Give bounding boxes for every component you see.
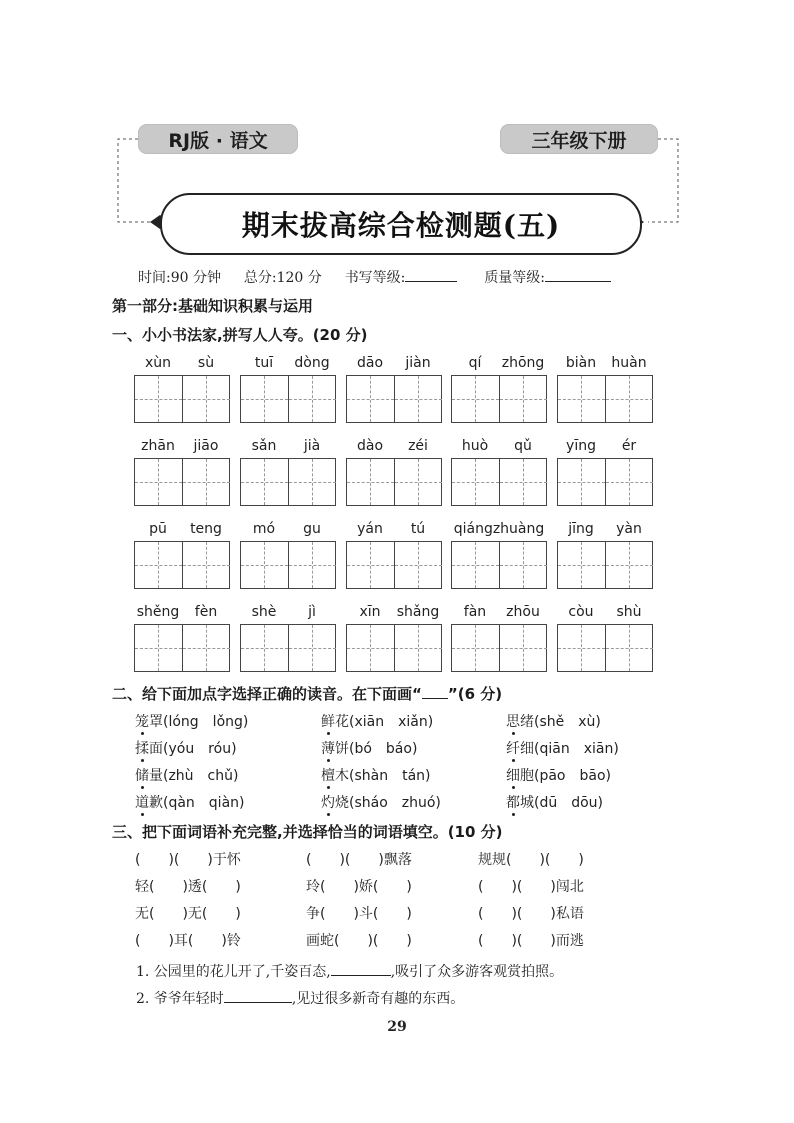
- grid-cell[interactable]: [241, 459, 289, 505]
- pinyin-label: jì: [308, 604, 316, 620]
- idiom-fill-item[interactable]: 规规( )( ): [478, 852, 584, 868]
- idiom-fill-item[interactable]: 无( )无( ): [135, 906, 241, 922]
- pronunciation-item[interactable]: [135, 765, 238, 785]
- grid-cell[interactable]: [558, 625, 606, 671]
- grid-cell[interactable]: [452, 542, 500, 588]
- pronunciation-options: (bó báo): [349, 741, 418, 757]
- idiom-fill-item[interactable]: 争( )斗( ): [306, 906, 412, 922]
- pinyin-label: còu: [568, 604, 594, 620]
- header-frame-lines: [0, 0, 794, 300]
- idiom-fill-item[interactable]: 玲( )娇( ): [306, 879, 412, 895]
- grid-cell[interactable]: [606, 376, 653, 422]
- grid-cell[interactable]: [558, 376, 606, 422]
- pronunciation-item[interactable]: [135, 711, 248, 731]
- section1-title: 一、小小书法家,拼写人人夸。(20 分): [112, 326, 368, 344]
- pinyin-label: biàn: [565, 355, 597, 371]
- word-character: 木: [335, 768, 349, 784]
- word-character: 花: [335, 714, 349, 730]
- writing-grade-label: 书写等级:: [344, 270, 406, 286]
- pinyin-label: zhōng: [501, 355, 545, 371]
- pronunciation-options: (lóng lǒng): [163, 714, 249, 730]
- writing-grid[interactable]: [346, 375, 442, 423]
- word-character: 歉: [149, 795, 163, 811]
- pinyin-label: jià: [303, 438, 321, 454]
- grid-cell[interactable]: [289, 376, 336, 422]
- pinyin-label: tú: [410, 521, 426, 537]
- writing-grid[interactable]: [451, 541, 547, 589]
- grid-cell[interactable]: [135, 542, 183, 588]
- pronunciation-item[interactable]: [506, 792, 603, 812]
- writing-grade-blank[interactable]: [405, 267, 457, 282]
- writing-grid[interactable]: [134, 458, 230, 506]
- pinyin-label: jīng: [568, 521, 594, 537]
- pinyin-label: tuī: [254, 355, 274, 371]
- grid-cell[interactable]: [241, 625, 289, 671]
- writing-grid[interactable]: [557, 458, 653, 506]
- pronunciation-item[interactable]: [506, 738, 619, 758]
- pronunciation-item[interactable]: [321, 765, 430, 785]
- grid-cell[interactable]: [347, 625, 395, 671]
- pinyin-label: xùn: [144, 355, 172, 371]
- grid-cell[interactable]: [606, 459, 653, 505]
- pinyin-label: huàn: [611, 355, 647, 371]
- sentence-1-blank[interactable]: [331, 961, 391, 976]
- idiom-fill-item[interactable]: 画蛇( )( ): [306, 933, 412, 949]
- grid-cell[interactable]: [241, 376, 289, 422]
- part1-title: 第一部分:基础知识积累与运用: [112, 297, 313, 315]
- grid-cell[interactable]: [395, 542, 442, 588]
- grid-cell[interactable]: [183, 625, 230, 671]
- grid-cell[interactable]: [452, 376, 500, 422]
- grid-cell[interactable]: [347, 459, 395, 505]
- writing-grid[interactable]: [346, 541, 442, 589]
- grid-cell[interactable]: [500, 542, 547, 588]
- writing-grid[interactable]: [346, 458, 442, 506]
- pinyin-label: yīng: [566, 438, 596, 454]
- grade-tag: 三年级下册: [500, 124, 658, 154]
- pronunciation-options: (dū dōu): [534, 795, 604, 811]
- pronunciation-options: (zhù chǔ): [163, 768, 239, 784]
- grid-cell[interactable]: [135, 459, 183, 505]
- writing-grid[interactable]: [134, 541, 230, 589]
- idiom-fill-item[interactable]: ( )( )飘落: [306, 852, 412, 868]
- dotted-character: 思: [506, 714, 520, 730]
- writing-grid[interactable]: [557, 624, 653, 672]
- section3-title: 三、把下面词语补充完整,并选择恰当的词语填空。(10 分): [112, 823, 503, 841]
- writing-grid[interactable]: [557, 375, 653, 423]
- pinyin-label: mó: [252, 521, 276, 537]
- writing-grid[interactable]: [240, 624, 336, 672]
- grid-cell[interactable]: [135, 376, 183, 422]
- dotted-character: 细: [506, 768, 520, 784]
- grid-cell[interactable]: [500, 376, 547, 422]
- dotted-character: 薄: [321, 741, 335, 757]
- dotted-character: 笼: [135, 714, 149, 730]
- pinyin-label: shè: [251, 604, 277, 620]
- idiom-fill-item[interactable]: 轻( )透( ): [135, 879, 241, 895]
- pronunciation-options: (yóu róu): [163, 741, 237, 757]
- pinyin-label: pū: [149, 521, 167, 537]
- grid-cell[interactable]: [558, 459, 606, 505]
- pronunciation-item[interactable]: [135, 792, 245, 812]
- grid-cell[interactable]: [289, 459, 336, 505]
- pinyin-label: dòng: [294, 355, 330, 371]
- idiom-fill-item[interactable]: ( )( )而逃: [478, 933, 584, 949]
- sentence-1: 1. 公园里的花儿开了,千姿百态, ,吸引了众多游客观赏拍照。: [136, 961, 563, 981]
- sentence-2-blank[interactable]: [224, 988, 292, 1003]
- grid-cell[interactable]: [452, 459, 500, 505]
- writing-grid[interactable]: [240, 541, 336, 589]
- word-character: 量: [149, 768, 163, 784]
- pinyin-label: shǎng: [396, 604, 440, 620]
- page-number: 29: [387, 1019, 407, 1035]
- grid-cell[interactable]: [289, 542, 336, 588]
- pinyin-label: jiàn: [405, 355, 431, 371]
- pinyin-label: yàn: [616, 521, 642, 537]
- word-character: 绪: [520, 714, 534, 730]
- writing-grid[interactable]: [451, 375, 547, 423]
- pronunciation-item[interactable]: [135, 738, 237, 758]
- pinyin-label: qiángzhuàng: [453, 521, 545, 537]
- word-character: 面: [149, 741, 163, 757]
- dotted-character: 储: [135, 768, 149, 784]
- grid-cell[interactable]: [135, 625, 183, 671]
- pronunciation-options: (qiān xiān): [534, 741, 619, 757]
- pinyin-label: zhān: [141, 438, 175, 454]
- underline-sample: [422, 684, 448, 699]
- pronunciation-options: (xiān xiǎn): [349, 714, 434, 730]
- writing-grid[interactable]: [134, 624, 230, 672]
- grid-cell[interactable]: [183, 459, 230, 505]
- pronunciation-options: (shàn tán): [349, 768, 431, 784]
- grid-cell[interactable]: [500, 625, 547, 671]
- word-character: 饼: [335, 741, 349, 757]
- dotted-character: 檀: [321, 768, 335, 784]
- writing-grid[interactable]: [557, 541, 653, 589]
- dotted-character: 揉: [135, 741, 149, 757]
- pinyin-label: shù: [616, 604, 642, 620]
- grid-cell[interactable]: [558, 542, 606, 588]
- pronunciation-item[interactable]: [506, 711, 601, 731]
- grid-cell[interactable]: [241, 542, 289, 588]
- grid-cell[interactable]: [183, 542, 230, 588]
- grid-cell[interactable]: [395, 459, 442, 505]
- pinyin-label: huò: [461, 438, 489, 454]
- dotted-character: 鲜: [321, 714, 335, 730]
- exam-total: 总分:120 分: [243, 270, 322, 286]
- pronunciation-item[interactable]: [321, 738, 417, 758]
- pronunciation-options: (shě xù): [534, 714, 601, 730]
- page-title: 期末拔高综合检测题(五): [241, 209, 561, 242]
- grid-cell[interactable]: [606, 542, 653, 588]
- pinyin-label: zhōu: [506, 604, 540, 620]
- sentence-2: 2. 爷爷年轻时 ,见过很多新奇有趣的东西。: [136, 988, 464, 1008]
- word-character: 细: [520, 741, 534, 757]
- title-box: [160, 193, 642, 255]
- word-character: 罩: [149, 714, 163, 730]
- pinyin-label: dāo: [356, 355, 384, 371]
- pronunciation-item[interactable]: [321, 792, 441, 812]
- pinyin-label: qǔ: [514, 438, 532, 454]
- grid-cell[interactable]: [289, 625, 336, 671]
- grid-cell[interactable]: [452, 625, 500, 671]
- pinyin-label: teng: [190, 521, 222, 537]
- edition-tag: RJ版 · 语文: [138, 124, 298, 154]
- quality-grade-blank[interactable]: [545, 267, 611, 282]
- pinyin-label: dào: [356, 438, 384, 454]
- exam-info: [138, 267, 611, 287]
- quality-grade-label: 质量等级:: [484, 270, 546, 286]
- dotted-character: 纤: [506, 741, 520, 757]
- pinyin-label: zéi: [408, 438, 428, 454]
- pinyin-label: fàn: [463, 604, 487, 620]
- pronunciation-options: (sháo zhuó): [349, 795, 441, 811]
- pronunciation-options: (pāo bāo): [534, 768, 611, 784]
- grid-cell[interactable]: [347, 376, 395, 422]
- pinyin-label: qí: [468, 355, 482, 371]
- idiom-fill-item[interactable]: ( )( )闯北: [478, 879, 584, 895]
- idiom-fill-item[interactable]: ( )耳( )铃: [135, 933, 241, 949]
- pinyin-label: sù: [197, 355, 215, 371]
- dotted-character: 都: [506, 795, 520, 811]
- word-character: 胞: [520, 768, 534, 784]
- grid-cell[interactable]: [347, 542, 395, 588]
- writing-grid[interactable]: [451, 458, 547, 506]
- writing-grid[interactable]: [134, 375, 230, 423]
- pinyin-label: gu: [303, 521, 321, 537]
- grid-cell[interactable]: [183, 376, 230, 422]
- word-character: 城: [520, 795, 534, 811]
- pinyin-label: fèn: [194, 604, 218, 620]
- pronunciation-item[interactable]: [506, 765, 611, 785]
- pinyin-label: ér: [621, 438, 637, 454]
- section2-title: 二、给下面加点字选择正确的读音。在下面画“ ”(6 分): [112, 685, 503, 703]
- idiom-fill-item[interactable]: ( )( )于怀: [135, 852, 241, 868]
- dotted-character: 灼: [321, 795, 335, 811]
- pronunciation-options: (qàn qiàn): [163, 795, 245, 811]
- grid-cell[interactable]: [500, 459, 547, 505]
- grid-cell[interactable]: [606, 625, 653, 671]
- word-character: 烧: [335, 795, 349, 811]
- idiom-fill-item[interactable]: ( )( )私语: [478, 906, 584, 922]
- grid-cell[interactable]: [395, 376, 442, 422]
- writing-grid[interactable]: [451, 624, 547, 672]
- pinyin-label: sǎn: [251, 438, 277, 454]
- writing-grid[interactable]: [346, 624, 442, 672]
- writing-grid[interactable]: [240, 375, 336, 423]
- pinyin-label: jiāo: [193, 438, 219, 454]
- dotted-character: 道: [135, 795, 149, 811]
- grid-cell[interactable]: [395, 625, 442, 671]
- pinyin-label: xīn: [359, 604, 381, 620]
- writing-grid[interactable]: [240, 458, 336, 506]
- pronunciation-item[interactable]: [321, 711, 433, 731]
- exam-time: 时间:90 分钟: [138, 270, 221, 286]
- pinyin-label: shěng: [136, 604, 180, 620]
- pinyin-label: yán: [357, 521, 383, 537]
